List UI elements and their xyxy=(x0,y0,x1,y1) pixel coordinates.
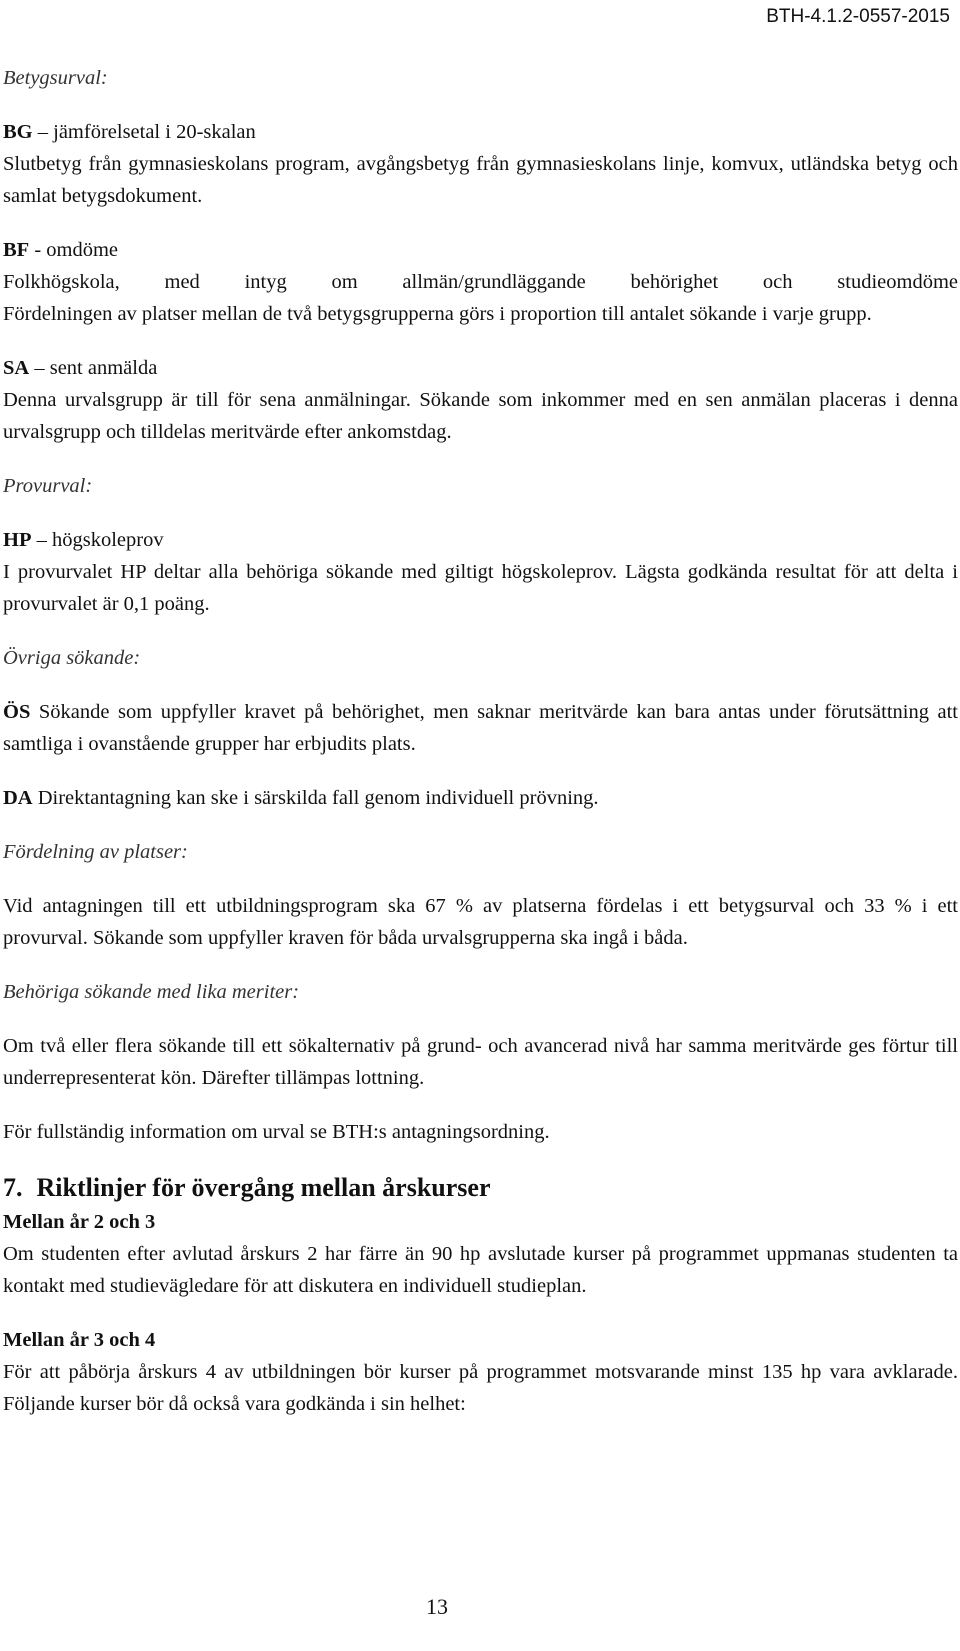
group-sa xyxy=(3,352,958,448)
group-sa-title xyxy=(3,352,958,384)
section-heading-fordelning: Fördelning av platser: xyxy=(3,841,188,863)
section-7-number: 7. xyxy=(3,1173,23,1202)
code-da: DA xyxy=(3,787,33,809)
group-bf xyxy=(3,234,958,330)
behoriga-text: Om två eller flera sökande till ett sökalternativ på grund- och avancerad nivå har samma meritvärde ges förtur till underrepresenterat kön. Därefter tillämpas lottning. xyxy=(3,1035,958,1089)
section-heading-provurval: Provurval: xyxy=(3,475,93,497)
group-bg-label: – jämförelsetal i 20-skalan xyxy=(32,121,256,143)
subsection-year-2-3 xyxy=(3,1206,958,1302)
group-bf-label: - omdöme xyxy=(29,239,119,261)
fordelning-text: Vid antagningen till ett utbildningsprogram ska 67 % av platserna fördelas i ett betygsurval och 33 % i ett provurval. Sökande som uppfyller kraven för båda urvalsgrupperna ska ingå i båda. xyxy=(3,895,958,949)
group-bg-text: Slutbetyg från gymnasieskolans program, avgångsbetyg från gymnasieskolans linje, komvux, utländska betyg och samlat betygsdokument. xyxy=(3,153,958,207)
subsection-year-3-4-title: Mellan år 3 och 4 xyxy=(3,1329,156,1351)
code-hp: HP xyxy=(3,529,32,551)
subsection-year-3-4-text: För att påbörja årskurs 4 av utbildningen bör kurser på programmet motsvarande minst 135 hp vara avklarade. Följande kurser bör då också vara godkända i sin helhet: xyxy=(3,1361,958,1415)
group-hp-label: – högskoleprov xyxy=(31,529,164,551)
group-bg xyxy=(3,116,958,212)
section-7-title: Riktlinjer för övergång mellan årskurser xyxy=(36,1173,491,1202)
group-da-text: Direktantagning kan ske i särskilda fall genom individuell prövning. xyxy=(32,787,599,809)
group-hp-text: I provurvalet HP deltar alla behöriga sökande med giltigt högskoleprov. Lägsta godkända resultat för att delta i provurvalet är 0,1 poäng. xyxy=(3,561,958,615)
group-sa-text: Denna urvalsgrupp är till för sena anmälningar. Sökande som inkommer med en sen anmälan placeras i denna urvalsgrupp och tilldelas meritvärde efter ankomstdag. xyxy=(3,389,958,443)
group-bf-title xyxy=(3,234,958,266)
section-heading-ovriga: Övriga sökande: xyxy=(3,647,141,669)
code-sa: SA xyxy=(3,357,30,379)
subsection-year-2-3-title: Mellan år 2 och 3 xyxy=(3,1211,156,1233)
document-id: BTH-4.1.2-0557-2015 xyxy=(766,6,950,27)
page-number: 13 xyxy=(426,1594,448,1619)
code-bf: BF xyxy=(3,239,30,261)
group-sa-label: – sent anmälda xyxy=(29,357,158,379)
code-os: ÖS xyxy=(3,701,31,723)
group-hp-title xyxy=(3,524,958,556)
section-7-heading xyxy=(3,1170,958,1206)
group-os xyxy=(3,696,958,760)
group-bg-title xyxy=(3,116,958,148)
group-bf-line1: Folkhögskola, med intyg om allmän/grundläggande behörighet och studieomdöme xyxy=(3,271,958,293)
section-heading-behoriga: Behöriga sökande med lika meriter: xyxy=(3,981,300,1003)
subsection-year-2-3-text: Om studenten efter avlutad årskurs 2 har färre än 90 hp avslutade kurser på programmet uppmanas studenten ta kontakt med studievägledare för att diskutera en individuell studieplan. xyxy=(3,1243,958,1297)
section-heading-betygsurval: Betygsurval: xyxy=(3,67,108,89)
group-da xyxy=(3,782,958,814)
group-bf-text: Fördelningen av platser mellan de två betygsgrupperna görs i proportion till antalet sökande i varje grupp. xyxy=(3,303,872,325)
antagningsordning-info: För fullständig information om urval se BTH:s antagningsordning. xyxy=(3,1121,550,1143)
code-bg: BG xyxy=(3,121,33,143)
group-os-text: Sökande som uppfyller kravet på behörighet, men saknar meritvärde kan bara antas under förutsättning att samtliga i ovanstående grupper har erbjudits plats. xyxy=(3,701,958,755)
document-body xyxy=(3,62,958,1420)
subsection-year-3-4 xyxy=(3,1324,958,1420)
group-hp xyxy=(3,524,958,620)
